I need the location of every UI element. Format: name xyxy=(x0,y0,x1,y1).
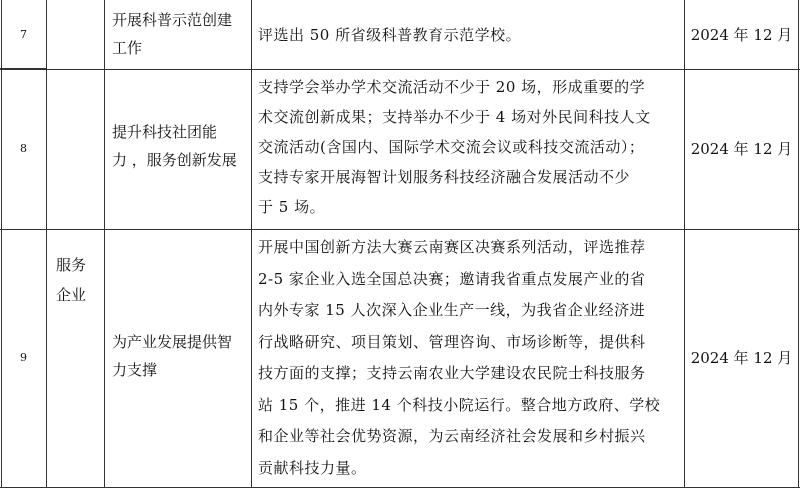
date-cell: 2024 年 12 月 xyxy=(690,140,793,158)
task-line: 开展科普示范创建 xyxy=(112,11,233,29)
content-line: 评选出 50 所省级科普教育示范学校。 xyxy=(258,25,522,44)
row-number: 8 xyxy=(20,142,27,155)
category-line: 企业 xyxy=(56,286,87,304)
task-cell xyxy=(112,6,252,66)
content-line: 开展中国创新方法大赛云南赛区决赛系列活动，评选推荐 xyxy=(258,238,646,256)
content-cell xyxy=(252,0,684,69)
col-divider xyxy=(104,0,105,488)
category-line: 服务 xyxy=(56,256,87,274)
content-line: 支持学会举办学术交流活动不少于 20 场，形成重要的学 xyxy=(258,78,646,96)
date-cell: 2024 年 12 月 xyxy=(690,349,793,367)
task-line: 提升科技社团能 xyxy=(112,123,218,141)
row-divider xyxy=(0,69,800,70)
task-line: 工作 xyxy=(112,39,143,57)
content-line: 技方面的支撑；支持云南农业大学建设农民院士科技服务 xyxy=(258,364,646,382)
content-line: 于 5 场。 xyxy=(258,198,326,216)
content-line: 2-5 家企业入选全国总决赛；邀请我省重点发展产业的省 xyxy=(258,269,646,288)
content-line: 支持专家开展海智计划服务科技经济融合发展活动不少 xyxy=(258,168,631,186)
content-cell xyxy=(252,232,684,487)
task-line: 力 ，服务创新发展 xyxy=(112,151,237,169)
col-divider xyxy=(46,0,47,488)
content-line: 站 15 个，推进 14 个科技小院运行。整合地方政府、学校 xyxy=(258,395,661,414)
task-cell xyxy=(112,118,252,178)
col-divider xyxy=(798,0,799,488)
row-divider xyxy=(0,229,800,230)
content-line: 术交流创新成果；支持举办不少于 4 场对外民间科技人文 xyxy=(258,108,651,126)
date-cell: 2024 年 12 月 xyxy=(690,25,793,44)
row-number: 9 xyxy=(20,351,27,364)
row-divider xyxy=(0,487,800,488)
row-number: 7 xyxy=(20,27,27,41)
content-line: 贡献科技力量。 xyxy=(258,458,367,477)
task-line: 为产业发展提供智 xyxy=(112,333,233,351)
content-line: 交流活动(含国内、国际学术交流会议或科技交流活动）； xyxy=(258,138,645,156)
task-cell xyxy=(112,328,252,388)
category-cell xyxy=(56,250,104,310)
content-cell xyxy=(252,72,684,229)
content-line: 和企业等社会优势资源，为云南经济社会发展和乡村振兴 xyxy=(258,427,646,445)
task-line: 力支撑 xyxy=(112,361,158,379)
content-line: 行战略研究、项目策划、管理咨询、市场诊断等，提供科 xyxy=(258,332,646,351)
content-line: 内外专家 15 人次深入企业生产一线，为我省企业经济进 xyxy=(258,301,646,319)
